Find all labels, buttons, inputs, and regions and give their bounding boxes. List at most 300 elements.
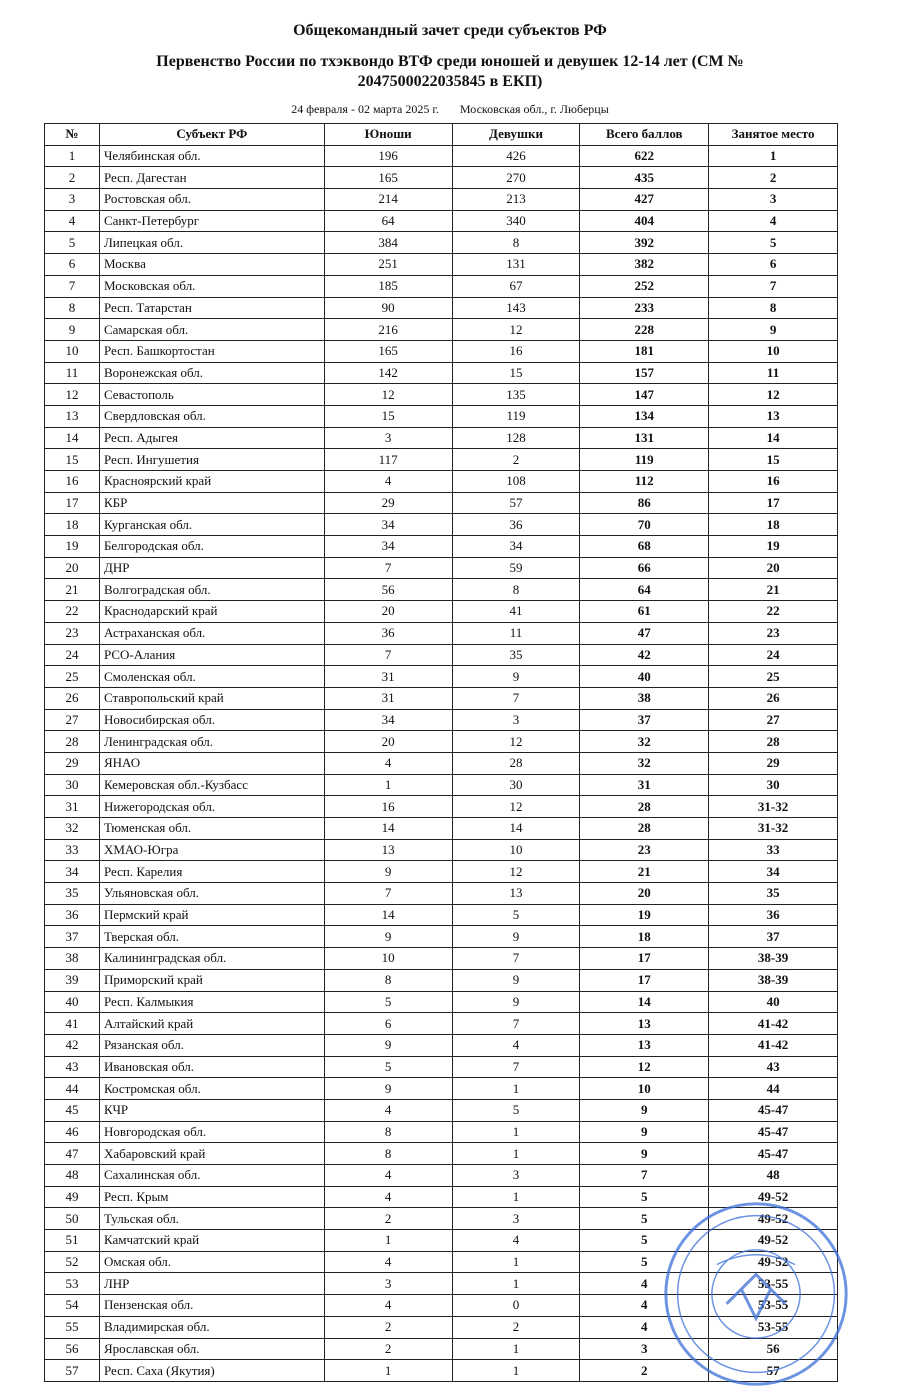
girls-points: 13 <box>452 883 580 905</box>
place: 6 <box>709 254 838 276</box>
column-header-place: Занятое место <box>709 124 838 146</box>
row-number: 3 <box>45 189 100 211</box>
place: 26 <box>709 687 838 709</box>
girls-points: 1 <box>452 1121 580 1143</box>
region-name: Ульяновская обл. <box>99 883 324 905</box>
row-number: 29 <box>45 752 100 774</box>
place: 45-47 <box>709 1099 838 1121</box>
boys-points: 9 <box>324 861 452 883</box>
row-number: 25 <box>45 666 100 688</box>
total-points: 404 <box>580 210 709 232</box>
region-name: КЧР <box>99 1099 324 1121</box>
event-location: Московская обл., г. Люберцы <box>459 102 609 116</box>
place: 49-52 <box>709 1251 838 1273</box>
girls-points: 36 <box>452 514 580 536</box>
boys-points: 20 <box>324 601 452 623</box>
table-row <box>45 1295 838 1317</box>
girls-points: 9 <box>452 969 580 991</box>
total-points: 32 <box>580 752 709 774</box>
place: 28 <box>709 731 838 753</box>
place: 49-52 <box>709 1208 838 1230</box>
girls-points: 1 <box>452 1078 580 1100</box>
total-points: 61 <box>580 601 709 623</box>
girls-points: 135 <box>452 384 580 406</box>
table-row <box>45 427 838 449</box>
place: 16 <box>709 471 838 493</box>
boys-points: 142 <box>324 362 452 384</box>
total-points: 382 <box>580 254 709 276</box>
row-number: 12 <box>45 384 100 406</box>
row-number: 23 <box>45 622 100 644</box>
boys-points: 8 <box>324 969 452 991</box>
table-row <box>45 883 838 905</box>
row-number: 49 <box>45 1186 100 1208</box>
girls-points: 1 <box>452 1338 580 1360</box>
table-row <box>45 1360 838 1382</box>
place: 41-42 <box>709 1034 838 1056</box>
total-points: 119 <box>580 449 709 471</box>
boys-points: 216 <box>324 319 452 341</box>
girls-points: 7 <box>452 687 580 709</box>
row-number: 6 <box>45 254 100 276</box>
table-row <box>45 297 838 319</box>
row-number: 10 <box>45 340 100 362</box>
region-name: Москва <box>99 254 324 276</box>
region-name: Курганская обл. <box>99 514 324 536</box>
girls-points: 12 <box>452 731 580 753</box>
table-row <box>45 384 838 406</box>
place: 4 <box>709 210 838 232</box>
girls-points: 131 <box>452 254 580 276</box>
table-row <box>45 1013 838 1035</box>
boys-points: 384 <box>324 232 452 254</box>
table-row <box>45 1078 838 1100</box>
total-points: 622 <box>580 145 709 167</box>
total-points: 131 <box>580 427 709 449</box>
row-number: 31 <box>45 796 100 818</box>
girls-points: 14 <box>452 818 580 840</box>
region-name: Тверская обл. <box>99 926 324 948</box>
region-name: Респ. Ингушетия <box>99 449 324 471</box>
place: 33 <box>709 839 838 861</box>
table-row <box>45 1143 838 1165</box>
region-name: Респ. Крым <box>99 1186 324 1208</box>
boys-points: 10 <box>324 948 452 970</box>
region-name: Липецкая обл. <box>99 232 324 254</box>
total-points: 40 <box>580 666 709 688</box>
table-row <box>45 709 838 731</box>
total-points: 17 <box>580 948 709 970</box>
row-number: 54 <box>45 1295 100 1317</box>
boys-points: 2 <box>324 1208 452 1230</box>
row-number: 40 <box>45 991 100 1013</box>
region-name: Санкт-Петербург <box>99 210 324 232</box>
girls-points: 30 <box>452 774 580 796</box>
girls-points: 41 <box>452 601 580 623</box>
row-number: 2 <box>45 167 100 189</box>
region-name: Ростовская обл. <box>99 189 324 211</box>
region-name: Респ. Адыгея <box>99 427 324 449</box>
column-header-number: № <box>45 124 100 146</box>
place: 2 <box>709 167 838 189</box>
region-name: КБР <box>99 492 324 514</box>
region-name: Новгородская обл. <box>99 1121 324 1143</box>
column-header-region: Субъект РФ <box>99 124 324 146</box>
row-number: 24 <box>45 644 100 666</box>
girls-points: 4 <box>452 1230 580 1252</box>
total-points: 37 <box>580 709 709 731</box>
table-row <box>45 1056 838 1078</box>
place: 53-55 <box>709 1273 838 1295</box>
table-row <box>45 861 838 883</box>
row-number: 4 <box>45 210 100 232</box>
total-points: 66 <box>580 557 709 579</box>
boys-points: 9 <box>324 1034 452 1056</box>
region-name: Хабаровский край <box>99 1143 324 1165</box>
table-row <box>45 536 838 558</box>
place: 19 <box>709 536 838 558</box>
girls-points: 3 <box>452 709 580 731</box>
row-number: 52 <box>45 1251 100 1273</box>
girls-points: 12 <box>452 796 580 818</box>
girls-points: 2 <box>452 449 580 471</box>
boys-points: 196 <box>324 145 452 167</box>
boys-points: 4 <box>324 1186 452 1208</box>
region-name: Ивановская обл. <box>99 1056 324 1078</box>
table-row <box>45 644 838 666</box>
girls-points: 10 <box>452 839 580 861</box>
table-row <box>45 319 838 341</box>
region-name: Омская обл. <box>99 1251 324 1273</box>
boys-points: 90 <box>324 297 452 319</box>
place: 20 <box>709 557 838 579</box>
table-row <box>45 232 838 254</box>
region-name: Владимирская обл. <box>99 1316 324 1338</box>
boys-points: 56 <box>324 579 452 601</box>
total-points: 9 <box>580 1121 709 1143</box>
total-points: 32 <box>580 731 709 753</box>
region-name: Новосибирская обл. <box>99 709 324 731</box>
girls-points: 15 <box>452 362 580 384</box>
table-row <box>45 557 838 579</box>
region-name: РСО-Алания <box>99 644 324 666</box>
place: 7 <box>709 275 838 297</box>
row-number: 16 <box>45 471 100 493</box>
total-points: 31 <box>580 774 709 796</box>
event-dateline <box>0 102 900 117</box>
boys-points: 14 <box>324 904 452 926</box>
place: 49-52 <box>709 1230 838 1252</box>
place: 48 <box>709 1165 838 1187</box>
girls-points: 4 <box>452 1034 580 1056</box>
region-name: Нижегородская обл. <box>99 796 324 818</box>
boys-points: 4 <box>324 1295 452 1317</box>
region-name: Респ. Саха (Якутия) <box>99 1360 324 1382</box>
total-points: 10 <box>580 1078 709 1100</box>
girls-points: 12 <box>452 319 580 341</box>
place: 18 <box>709 514 838 536</box>
total-points: 68 <box>580 536 709 558</box>
girls-points: 9 <box>452 991 580 1013</box>
region-name: Ленинградская обл. <box>99 731 324 753</box>
region-name: Воронежская обл. <box>99 362 324 384</box>
place: 14 <box>709 427 838 449</box>
total-points: 13 <box>580 1034 709 1056</box>
row-number: 7 <box>45 275 100 297</box>
place: 45-47 <box>709 1143 838 1165</box>
region-name: Красноярский край <box>99 471 324 493</box>
row-number: 41 <box>45 1013 100 1035</box>
table-row <box>45 1316 838 1338</box>
table-row <box>45 275 838 297</box>
boys-points: 8 <box>324 1121 452 1143</box>
boys-points: 34 <box>324 536 452 558</box>
girls-points: 5 <box>452 1099 580 1121</box>
place: 21 <box>709 579 838 601</box>
region-name: Волгоградская обл. <box>99 579 324 601</box>
place: 56 <box>709 1338 838 1360</box>
place: 41-42 <box>709 1013 838 1035</box>
region-name: Сахалинская обл. <box>99 1165 324 1187</box>
row-number: 11 <box>45 362 100 384</box>
row-number: 55 <box>45 1316 100 1338</box>
total-points: 14 <box>580 991 709 1013</box>
girls-points: 1 <box>452 1251 580 1273</box>
total-points: 86 <box>580 492 709 514</box>
girls-points: 9 <box>452 666 580 688</box>
event-dates: 24 февраля - 02 марта 2025 г. <box>291 102 439 116</box>
place: 15 <box>709 449 838 471</box>
table-row <box>45 1208 838 1230</box>
row-number: 46 <box>45 1121 100 1143</box>
row-number: 20 <box>45 557 100 579</box>
table-row <box>45 471 838 493</box>
table-row <box>45 145 838 167</box>
row-number: 19 <box>45 536 100 558</box>
total-points: 12 <box>580 1056 709 1078</box>
table-row <box>45 622 838 644</box>
region-name: Костромская обл. <box>99 1078 324 1100</box>
region-name: Кемеровская обл.-Кузбасс <box>99 774 324 796</box>
place: 57 <box>709 1360 838 1382</box>
table-row <box>45 969 838 991</box>
region-name: Ставропольский край <box>99 687 324 709</box>
table-row <box>45 774 838 796</box>
place: 27 <box>709 709 838 731</box>
girls-points: 1 <box>452 1360 580 1382</box>
boys-points: 7 <box>324 557 452 579</box>
region-name: Тюменская обл. <box>99 818 324 840</box>
total-points: 233 <box>580 297 709 319</box>
place: 11 <box>709 362 838 384</box>
total-points: 17 <box>580 969 709 991</box>
region-name: Астраханская обл. <box>99 622 324 644</box>
boys-points: 31 <box>324 666 452 688</box>
girls-points: 8 <box>452 579 580 601</box>
total-points: 9 <box>580 1143 709 1165</box>
boys-points: 4 <box>324 1099 452 1121</box>
row-number: 22 <box>45 601 100 623</box>
place: 12 <box>709 384 838 406</box>
row-number: 51 <box>45 1230 100 1252</box>
place: 22 <box>709 601 838 623</box>
boys-points: 16 <box>324 796 452 818</box>
boys-points: 64 <box>324 210 452 232</box>
row-number: 43 <box>45 1056 100 1078</box>
row-number: 21 <box>45 579 100 601</box>
table-row <box>45 687 838 709</box>
boys-points: 117 <box>324 449 452 471</box>
total-points: 28 <box>580 818 709 840</box>
girls-points: 57 <box>452 492 580 514</box>
boys-points: 9 <box>324 1078 452 1100</box>
boys-points: 5 <box>324 1056 452 1078</box>
girls-points: 11 <box>452 622 580 644</box>
boys-points: 31 <box>324 687 452 709</box>
table-row <box>45 926 838 948</box>
region-name: ХМАО-Югра <box>99 839 324 861</box>
region-name: Пермский край <box>99 904 324 926</box>
boys-points: 9 <box>324 926 452 948</box>
table-row <box>45 752 838 774</box>
total-points: 134 <box>580 405 709 427</box>
row-number: 33 <box>45 839 100 861</box>
row-number: 44 <box>45 1078 100 1100</box>
table-row <box>45 1186 838 1208</box>
region-name: Респ. Башкортостан <box>99 340 324 362</box>
place: 8 <box>709 297 838 319</box>
place: 31-32 <box>709 818 838 840</box>
table-row <box>45 1338 838 1360</box>
table-row <box>45 904 838 926</box>
row-number: 28 <box>45 731 100 753</box>
table-row <box>45 254 838 276</box>
place: 35 <box>709 883 838 905</box>
total-points: 4 <box>580 1295 709 1317</box>
girls-points: 1 <box>452 1143 580 1165</box>
row-number: 1 <box>45 145 100 167</box>
row-number: 37 <box>45 926 100 948</box>
place: 10 <box>709 340 838 362</box>
total-points: 157 <box>580 362 709 384</box>
table-row <box>45 514 838 536</box>
table-row <box>45 1251 838 1273</box>
row-number: 56 <box>45 1338 100 1360</box>
row-number: 5 <box>45 232 100 254</box>
boys-points: 20 <box>324 731 452 753</box>
region-name: Рязанская обл. <box>99 1034 324 1056</box>
row-number: 47 <box>45 1143 100 1165</box>
total-points: 18 <box>580 926 709 948</box>
place: 38-39 <box>709 948 838 970</box>
place: 53-55 <box>709 1295 838 1317</box>
total-points: 435 <box>580 167 709 189</box>
row-number: 18 <box>45 514 100 536</box>
total-points: 2 <box>580 1360 709 1382</box>
boys-points: 34 <box>324 514 452 536</box>
boys-points: 4 <box>324 1165 452 1187</box>
table-row <box>45 991 838 1013</box>
row-number: 53 <box>45 1273 100 1295</box>
boys-points: 214 <box>324 189 452 211</box>
table-row <box>45 579 838 601</box>
place: 5 <box>709 232 838 254</box>
region-name: Краснодарский край <box>99 601 324 623</box>
girls-points: 7 <box>452 1056 580 1078</box>
total-points: 20 <box>580 883 709 905</box>
boys-points: 165 <box>324 340 452 362</box>
table-row <box>45 1273 838 1295</box>
table-row <box>45 1034 838 1056</box>
girls-points: 2 <box>452 1316 580 1338</box>
row-number: 48 <box>45 1165 100 1187</box>
boys-points: 7 <box>324 644 452 666</box>
standings-table <box>44 123 838 1382</box>
total-points: 70 <box>580 514 709 536</box>
total-points: 181 <box>580 340 709 362</box>
place: 49-52 <box>709 1186 838 1208</box>
place: 53-55 <box>709 1316 838 1338</box>
region-name: Калининградская обл. <box>99 948 324 970</box>
region-name: Респ. Татарстан <box>99 297 324 319</box>
document-subtitle: Первенство России по тхэквондо ВТФ среди юношей и девушек 12-14 лет (СМ № 2047500022035845 в ЕКП) <box>156 53 744 90</box>
table-row <box>45 1121 838 1143</box>
region-name: Респ. Карелия <box>99 861 324 883</box>
place: 3 <box>709 189 838 211</box>
region-name: ЛНР <box>99 1273 324 1295</box>
boys-points: 7 <box>324 883 452 905</box>
table-row <box>45 405 838 427</box>
table-row <box>45 340 838 362</box>
boys-points: 3 <box>324 1273 452 1295</box>
girls-points: 143 <box>452 297 580 319</box>
table-row <box>45 601 838 623</box>
girls-points: 7 <box>452 948 580 970</box>
total-points: 64 <box>580 579 709 601</box>
total-points: 5 <box>580 1230 709 1252</box>
row-number: 30 <box>45 774 100 796</box>
girls-points: 28 <box>452 752 580 774</box>
region-name: Севастополь <box>99 384 324 406</box>
table-header-row <box>45 124 838 146</box>
region-name: Московская обл. <box>99 275 324 297</box>
girls-points: 3 <box>452 1165 580 1187</box>
row-number: 17 <box>45 492 100 514</box>
boys-points: 2 <box>324 1316 452 1338</box>
girls-points: 270 <box>452 167 580 189</box>
boys-points: 1 <box>324 774 452 796</box>
total-points: 252 <box>580 275 709 297</box>
total-points: 9 <box>580 1099 709 1121</box>
row-number: 27 <box>45 709 100 731</box>
row-number: 14 <box>45 427 100 449</box>
row-number: 38 <box>45 948 100 970</box>
table-body <box>45 145 838 1381</box>
girls-points: 0 <box>452 1295 580 1317</box>
total-points: 427 <box>580 189 709 211</box>
place: 37 <box>709 926 838 948</box>
table-row <box>45 189 838 211</box>
boys-points: 165 <box>324 167 452 189</box>
boys-points: 4 <box>324 471 452 493</box>
total-points: 13 <box>580 1013 709 1035</box>
row-number: 34 <box>45 861 100 883</box>
girls-points: 3 <box>452 1208 580 1230</box>
row-number: 35 <box>45 883 100 905</box>
girls-points: 9 <box>452 926 580 948</box>
boys-points: 1 <box>324 1360 452 1382</box>
girls-points: 59 <box>452 557 580 579</box>
